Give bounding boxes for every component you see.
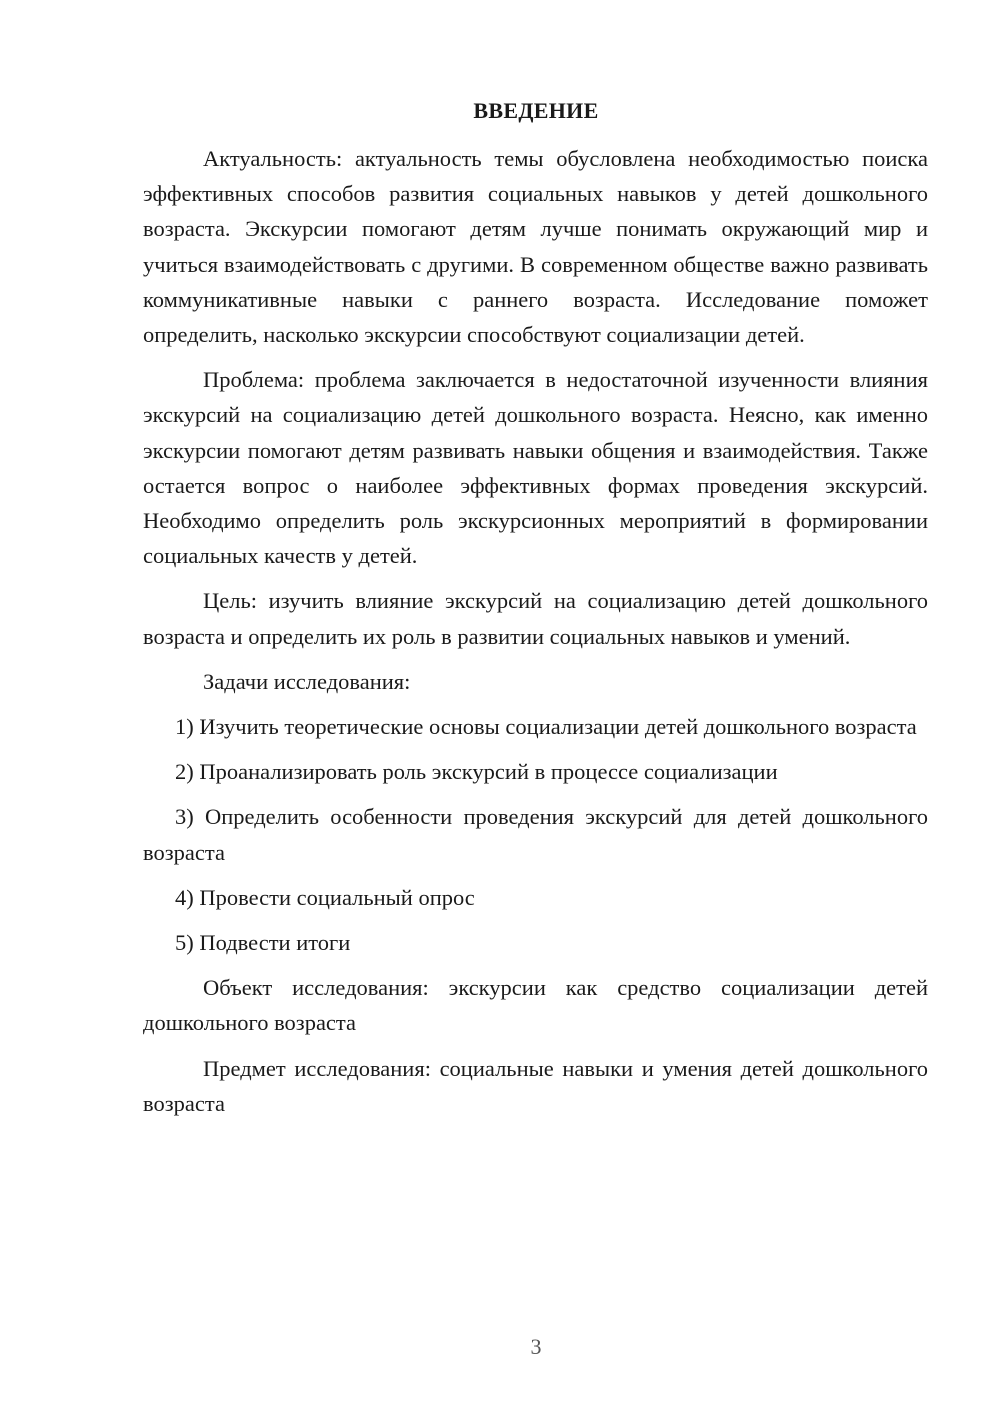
task-item-4: 4) Провести социальный опрос xyxy=(175,884,475,910)
paragraph-relevance: Актуальность: актуальность темы обусловлена необходимостью поиска эффективных способов развития социальных навыков у детей дошкольного возраста. Экскурсии помогают детям лучше понимать окружающий мир и учиться взаимодействовать с другими. В современном обществе важно развивать коммуникативные навыки с раннего возраста. Исследование поможет определить, насколько экскурсии способствуют социализации детей. xyxy=(143,146,928,348)
paragraph-goal: Цель: изучить влияние экскурсий на социализацию детей дошкольного возраста и определить их роль в развитии социальных навыков и умений. xyxy=(143,588,928,649)
tasks-heading: Задачи исследования: xyxy=(203,668,411,694)
task-item-3: 3) Определить особенности проведения экскурсий для детей дошкольного возраста xyxy=(143,804,928,865)
task-item-1: 1) Изучить теоретические основы социализации детей дошкольного возраста xyxy=(175,714,917,740)
page-title: ВВЕДЕНИЕ xyxy=(473,98,599,123)
document-body xyxy=(143,141,928,1131)
paragraph-subject: Предмет исследования: социальные навыки и умения детей дошкольного возраста xyxy=(143,1055,928,1116)
paragraph-problem: Проблема: проблема заключается в недостаточной изученности влияния экскурсий на социализацию детей дошкольного возраста. Неясно, как именно экскурсии помогают детям развивать навыки общения и взаимодействия. Также остается вопрос о наиболее эффективных формах проведения экскурсий. Необходимо определить роль экскурсионных мероприятий в формировании социальных качеств у детей. xyxy=(143,367,928,569)
task-item-5: 5) Подвести итоги xyxy=(175,930,351,956)
task-item-2: 2) Проанализировать роль экскурсий в процессе социализации xyxy=(175,759,778,785)
paragraph-object: Объект исследования: экскурсии как средство социализации детей дошкольного возраста xyxy=(143,975,928,1036)
page-number: 3 xyxy=(530,1334,542,1359)
